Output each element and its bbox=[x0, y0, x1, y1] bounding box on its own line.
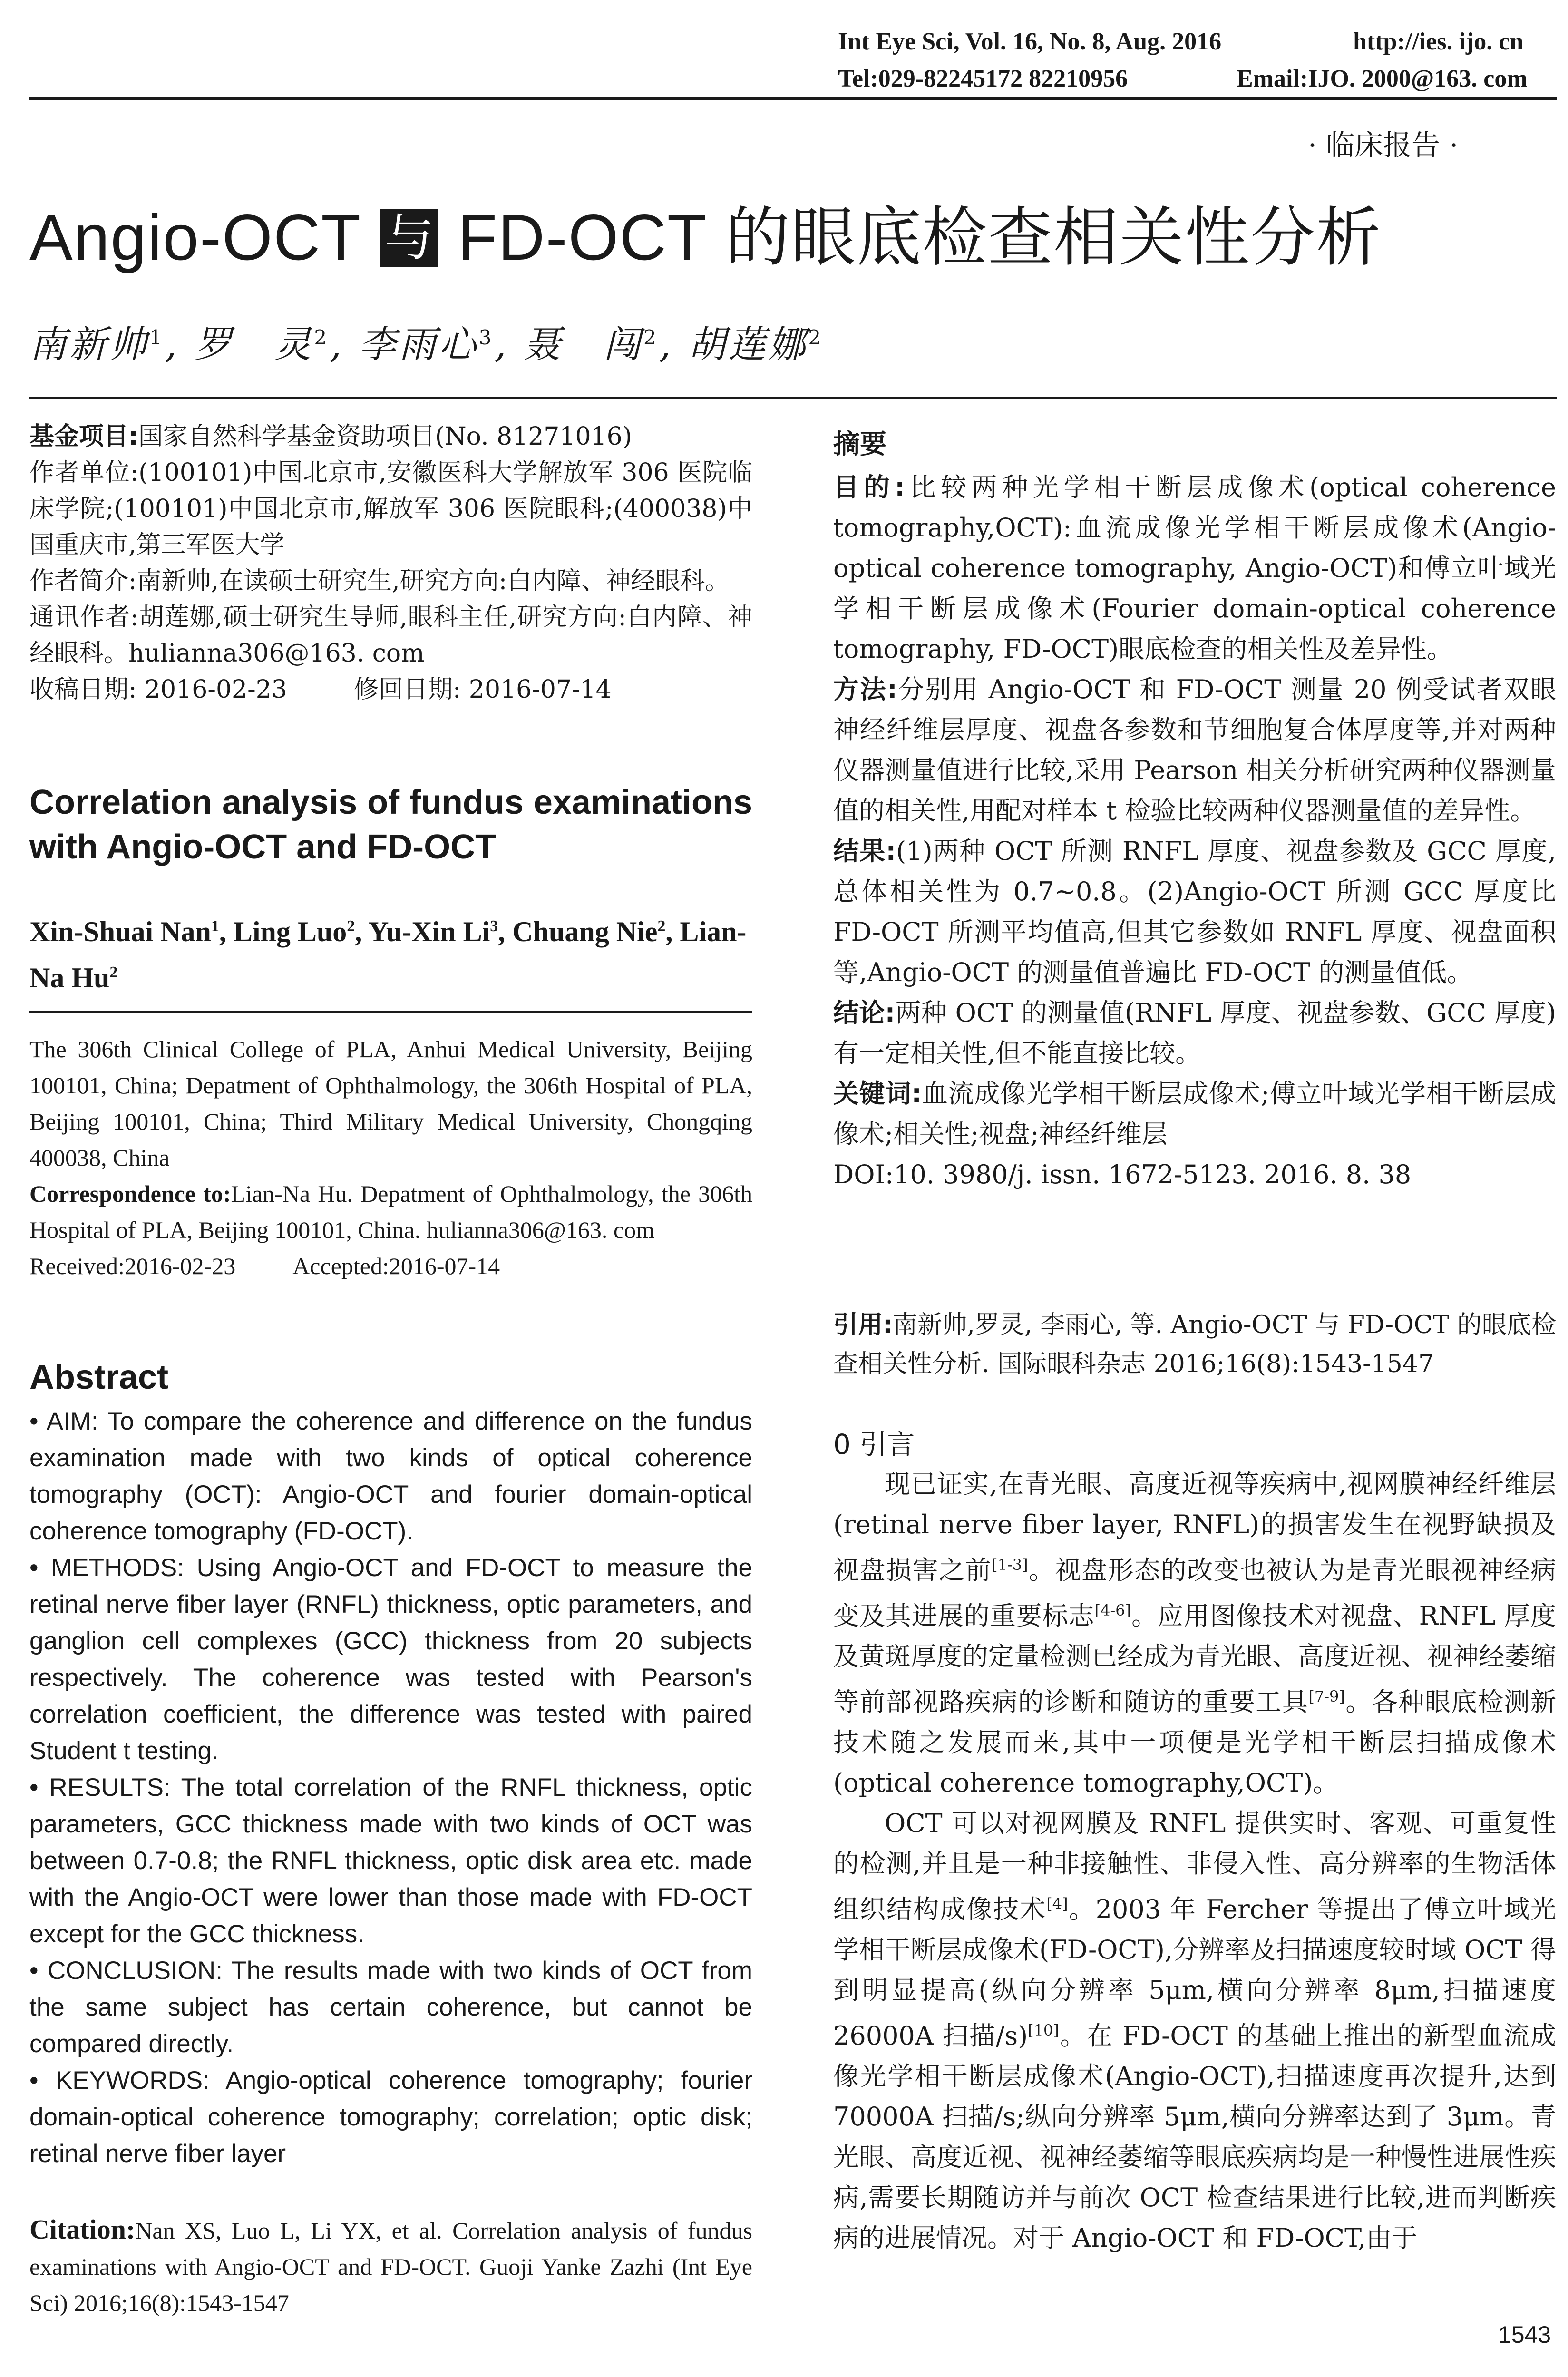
intro-text: 。各种眼底检测新技术随之发展而来,其中一项便是光学相干断层扫描成像术(optical coherence tomography,OCT)。 bbox=[833, 1687, 1557, 1798]
english-title: Correlation analysis of fundus examinations with Angio-OCT and FD-OCT bbox=[29, 783, 752, 866]
corr-text-en: Lian-Na Hu. Depatment of Ophthalmology, the 306th Hospital of PLA, Beijing 100101, China. hulianna306@163. com bbox=[29, 1180, 752, 1243]
corr-text: 胡莲娜,硕士研究生导师,眼科主任,研究方向:白内障、神经眼科。hulianna306@163. com bbox=[29, 603, 752, 668]
title-part2: FD-OCT 的眼底检查相关性分析 bbox=[458, 201, 1382, 273]
author-name: Lian-Na Hu bbox=[29, 916, 747, 994]
journal-url[interactable]: http://ies. ijo. cn bbox=[1353, 28, 1524, 55]
introduction bbox=[833, 1422, 1556, 2258]
corr-label: 通讯作者: bbox=[29, 603, 139, 632]
authors-en: Xin-Shuai Nan$^1$, Ling Luo$^2$, Yu-Xin Li$^3$, Chuang Nie$^2$, Lian-Na Hu$^2$ bbox=[29, 916, 747, 994]
cn-results-text: (1)两种 OCT 所测 RNFL 厚度、视盘参数及 GCC 厚度,总体相关性为 0.7~0.8。(2)Angio-OCT 所测 GCC 厚度比 FD-OCT 所测平均值高,但其它参数如 RNFL 厚度、视盘面积等,Angio-OCT 的测量值普遍比 FD-OCT 的测量值低。 bbox=[833, 836, 1556, 987]
author-sup: 3 bbox=[490, 917, 498, 935]
intro-text: 。视盘形态的改变也被认为是青光眼视神经病变及其进展的重要标志 bbox=[833, 1555, 1557, 1631]
intro-text: 现已证实,在青光眼、高度近视等疾病中,视网膜神经纤维层(retinal nerve fiber layer, RNFL)的损害发生在视野缺损及视盘损害之前 bbox=[833, 1469, 1556, 1585]
abstract-cn-body bbox=[833, 467, 1556, 1195]
author-name: Ling Luo bbox=[233, 916, 347, 947]
intro-body bbox=[833, 1464, 1556, 2258]
journal-tel: Tel:029-82245172 82210956 bbox=[838, 65, 1128, 92]
author-sup: 1 bbox=[211, 917, 219, 935]
unit-text: (100101)中国北京市,安徽医科大学解放军 306 医院临床学院;(100101)中国北京市,解放军 306 医院眼科;(400038)中国重庆市,第三军医大学 bbox=[29, 458, 752, 559]
author-name: 罗 灵 bbox=[194, 323, 314, 366]
abstract-cn-heading: 摘要 bbox=[833, 429, 886, 460]
author-sup: 3 bbox=[478, 326, 495, 349]
intro-text: 。在 FD-OCT 的基础上推出的新型血流成像光学相干断层成像术(Angio-OCT),扫描速度再次提升,达到 70000A 扫描/s;纵向分辨率 5μm,横向分辨率达到了 3μm。青光眼、高度近视、视神经萎缩等眼底疾病均是一种慢性进展性疾病,需要长期随访并与前次 OCT 检查结果进行比较,进而判断疾病的进展情况。对于 Angio-OCT 和 FD-OCT,由于 bbox=[833, 2021, 1556, 2253]
reference-marker[interactable]: [4-6] bbox=[1094, 1601, 1131, 1619]
title-rule bbox=[29, 397, 1557, 399]
reference-marker[interactable]: [7-9] bbox=[1308, 1687, 1345, 1705]
cn-keywords-text: 血流成像光学相干断层成像术;傅立叶域光学相干断层成像术;相关性;视盘;神经纤维层 bbox=[833, 1079, 1556, 1149]
cn-aim-text: 比较两种光学相干断层成像术(optical coherence tomography,OCT):血流成像光学相干断层成像术(Angio-optical coherence tomography, Angio-OCT)和傅立叶域光学相干断层成像术(Fourier domain-optical coherence tomography, FD-OCT)眼底检查的相关性及差异性。 bbox=[833, 472, 1556, 664]
corr-line bbox=[29, 599, 752, 672]
abstract-cn bbox=[833, 423, 1556, 1195]
abstract-aim: • AIM: To compare the coherence and difference on the fundus examination made with two kinds of optical coherence tomography (OCT): Angio-OCT and fourier domain-optical coherence tomography (FD-OCT). bbox=[29, 1407, 752, 1545]
author-name: Chuang Nie bbox=[512, 916, 658, 947]
intro-paragraph bbox=[833, 1464, 1556, 1803]
affiliation-rule bbox=[29, 1011, 752, 1013]
citation-label-en: Citation: bbox=[29, 2214, 136, 2245]
fund-text: 国家自然科学基金资助项目(No. 81271016) bbox=[138, 422, 632, 451]
accepted-en: Accepted:2016-07-14 bbox=[292, 1253, 500, 1279]
affiliation-text: The 306th Clinical College of PLA, Anhui Medical University, Beijing 100101, China; Depatment of Ophthalmology, the 306th Hospital of PLA, Beijing 100101, China; Third Military Medical University, Chongqing 400038, China bbox=[29, 1036, 752, 1171]
article-title bbox=[29, 202, 1382, 273]
unit-line bbox=[29, 455, 752, 563]
journal-citation: Int Eye Sci, Vol. 16, No. 8, Aug. 2016 bbox=[838, 28, 1222, 55]
author-sup: 2 bbox=[347, 917, 355, 935]
author-sup: 2 bbox=[643, 326, 659, 349]
abstract-keywords: • KEYWORDS: Angio-optical coherence tomography; fourier domain-optical coherence tomography; correlation; optic disk; retinal nerve fiber layer bbox=[29, 2066, 752, 2168]
cn-conclusion-text: 两种 OCT 的测量值(RNFL 厚度、视盘参数、GCC 厚度)有一定相关性,但不能直接比较。 bbox=[833, 998, 1556, 1068]
cn-aim-label: 目的: bbox=[833, 472, 905, 502]
abstract-heading: Abstract bbox=[29, 1358, 169, 1396]
intro-heading: 0 引言 bbox=[833, 1428, 915, 1461]
cn-methods bbox=[833, 669, 1556, 831]
column-label: · 临床报告 · bbox=[1308, 129, 1459, 162]
citation-cn bbox=[833, 1305, 1556, 1383]
author-name: Xin-Shuai Nan bbox=[29, 916, 211, 947]
cn-results bbox=[833, 831, 1556, 993]
affiliations-en bbox=[29, 1031, 752, 1284]
page-number: 1543 bbox=[1498, 2321, 1551, 2348]
intro-text: 。2003 年 Fercher 等提出了傅立叶域光学相干断层成像术(FD-OCT),分辨率及扫描速度较时域 OCT 得到明显提高(纵向分辨率 5μm,横向分辨率 8μm,扫描速度 26000A 扫描/s) bbox=[833, 1894, 1557, 2051]
cn-keywords-label: 关键词: bbox=[833, 1079, 922, 1109]
abstract-conclusion: • CONCLUSION: The results made with two kinds of OCT from the same subject has certain coherence, but cannot be compared directly. bbox=[29, 1957, 752, 2058]
cn-keywords bbox=[833, 1073, 1556, 1154]
author-sup: 1 bbox=[149, 326, 165, 349]
citation-label-cn: 引用: bbox=[833, 1311, 893, 1339]
abstract-methods: • METHODS: Using Angio-OCT and FD-OCT to measure the retinal nerve fiber layer (RNFL) thickness, optic parameters, and ganglion cell complexes (GCC) thickness from 20 subjects respectively. The coherence was tested with Pearson's correlation coefficient, the difference was tested with paired Student t testing. bbox=[29, 1554, 752, 1765]
reference-marker[interactable]: [10] bbox=[1028, 2021, 1059, 2039]
citation-text-cn: 南新帅,罗灵, 李雨心, 等. Angio-OCT 与 FD-OCT 的眼底检查相关性分析. 国际眼科杂志 2016;16(8):1543-1547 bbox=[833, 1311, 1556, 1378]
cn-methods-text: 分别用 Angio-OCT 和 FD-OCT 测量 20 例受试者双眼神经纤维层厚度、视盘各参数和节细胞复合体厚度等,并对两种仪器测量值进行比较,采用 Pearson 相关分析研究两种仪器测量值的相关性,用配对样本 t 检验比较两种仪器测量值的差异性。 bbox=[833, 674, 1556, 826]
intro-text: OCT 可以对视网膜及 RNFL 提供实时、客观、可重复性的检测,并且是一种非接触性、非侵入性、高分辨率的生物活体组织结构成像技术 bbox=[833, 1808, 1556, 1924]
fund-label: 基金项目: bbox=[29, 422, 138, 451]
author-name: Yu-Xin Li bbox=[368, 916, 490, 947]
bio-text: 南新帅,在读硕士研究生,研究方向:白内障、神经眼科。 bbox=[136, 567, 730, 595]
title-part1: Angio-OCT bbox=[29, 201, 362, 273]
header-rule bbox=[29, 97, 1557, 100]
cn-methods-label: 方法: bbox=[833, 674, 897, 704]
title-yu-glyph: 与 bbox=[380, 209, 438, 267]
unit-label: 作者单位: bbox=[29, 458, 139, 487]
author-name: 李雨心 bbox=[359, 323, 479, 366]
author-sup: 2 bbox=[808, 326, 824, 349]
bio-label: 作者简介: bbox=[29, 567, 137, 595]
dates-en bbox=[29, 1248, 752, 1284]
received-en: Received:2016-02-23 bbox=[29, 1253, 236, 1279]
abstract-results: • RESULTS: The total correlation of the RNFL thickness, optic parameters, GCC thickness made with two kinds of OCT was between 0.7-0.8; the RNFL thickness, optic disk area etc. made with the Angio-OCT were lower than those made with FD-OCT except for the GCC thickness. bbox=[29, 1773, 752, 1948]
corr-label-en: Correspondence to: bbox=[29, 1180, 231, 1207]
fund-line bbox=[29, 419, 752, 455]
author-sup: 2 bbox=[657, 917, 666, 935]
author-sup: 2 bbox=[109, 964, 118, 981]
bio-line bbox=[29, 563, 752, 599]
correspondence-en bbox=[29, 1176, 752, 1248]
citation-text-en: Nan XS, Luo L, Li YX, et al. Correlation analysis of fundus examinations with Angio-OCT and FD-OCT. Guoji Yanke Zazhi (Int Eye Sci) 2016;16(8):1543-1547 bbox=[29, 2217, 752, 2316]
journal-email[interactable]: Email:IJO. 2000@163. com bbox=[1237, 65, 1528, 92]
received-date: 收稿日期: 2016-02-23 bbox=[29, 675, 287, 704]
intro-paragraph bbox=[833, 1803, 1556, 2258]
citation-en bbox=[29, 2211, 752, 2321]
dates-line bbox=[29, 672, 752, 708]
reference-marker[interactable]: [4] bbox=[1046, 1895, 1068, 1913]
author-name: 聂 闯 bbox=[524, 323, 644, 366]
front-matter bbox=[29, 419, 752, 708]
doi[interactable]: DOI:10. 3980/j. issn. 1672-5123. 2016. 8. 38 bbox=[833, 1159, 1412, 1189]
author-name: 南新帅 bbox=[29, 323, 150, 366]
revised-date: 修回日期: 2016-07-14 bbox=[353, 675, 612, 704]
abstract-en bbox=[29, 1403, 752, 2172]
intro-text: 。应用图像技术对视盘、RNFL 厚度及黄斑厚度的定量检测已经成为青光眼、高度近视、视神经萎缩等前部视路疾病的诊断和随访的重要工具 bbox=[833, 1601, 1556, 1717]
author-sup: 2 bbox=[314, 326, 330, 349]
author-name: 胡莲娜 bbox=[688, 323, 808, 366]
cn-conclusion-label: 结论: bbox=[833, 998, 896, 1028]
cn-aim bbox=[833, 467, 1556, 669]
reference-marker[interactable]: [1-3] bbox=[992, 1556, 1028, 1574]
cn-results-label: 结果: bbox=[833, 836, 896, 866]
cn-conclusion bbox=[833, 993, 1556, 1073]
authors-cn: 南新帅$^1$, 罗 灵$^2$, 李雨心$^3$, 聂 闯$^2$, 胡莲娜$^2$ bbox=[29, 323, 824, 366]
